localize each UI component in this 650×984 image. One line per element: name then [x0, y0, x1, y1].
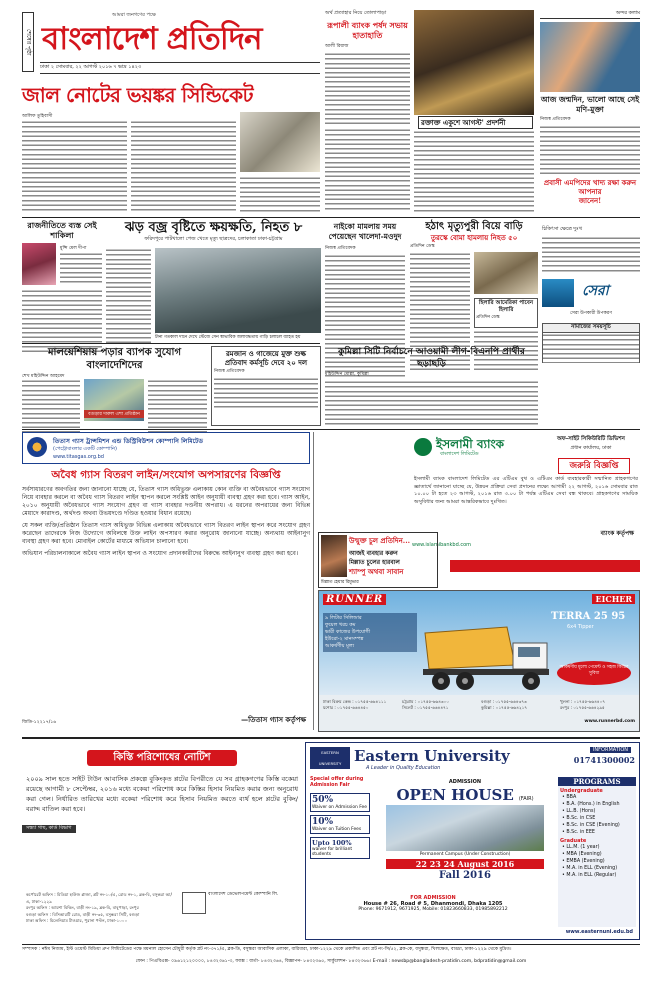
hillary-byline: প্রতিদিন ডেস্ক — [476, 315, 500, 320]
eastern-special: Special offer during Admission Fair — [310, 777, 364, 788]
side-column-subtail: জানেন! — [578, 196, 602, 205]
eastern-admission: ADMISSION — [448, 779, 482, 785]
eastern-phones: Phone: 9671912, 9671925, Mobile: 01823660833, 01985892212 — [358, 907, 508, 912]
side-column-body — [540, 125, 640, 175]
shampoo-line4: শ্যাম্পু অথবা সাবান — [349, 567, 404, 576]
ramadan-box — [211, 346, 321, 426]
islami-bank-logo-icon — [414, 438, 432, 456]
runner-features — [323, 613, 417, 652]
kisti-contact: রংপুর অফিস : আয়শা বিল্ডিং, বাড়ী নং-১৯, ব্লক-বি, বাবুপাড়া, রংপুর — [26, 905, 139, 910]
runner-logo-icon: RUNNER — [323, 594, 386, 605]
eicher-logo-icon: EICHER — [592, 594, 635, 604]
titas-notice-title: অবৈধ গ্যাস বিতরণ লাইন/সংযোগ অপসারণের বিজ্ঞপ্তি — [51, 469, 281, 481]
shampoo-line3: মিল্লাত চুলের হারবাল — [349, 559, 400, 566]
eastern-offer-pct: 50% — [312, 795, 334, 805]
comilla-story — [325, 346, 538, 426]
eastern-pg-list — [558, 844, 636, 879]
twins-photo — [540, 22, 640, 92]
runner-model: TERRA 25 95 — [551, 611, 626, 622]
wedding-photo — [474, 252, 538, 294]
wedding-subhead: তুরস্কে বোমা হামলায় নিহত ৫০ — [430, 233, 518, 242]
titas-ad — [22, 432, 310, 732]
titas-body-2: যে সকল ব্যক্তি/প্রতিষ্ঠান তিতাস গ্যাস অধিভুক্ত বিভিন্ন এলাকায় অবৈধভাবে গ্যাস বিতরণ লাইন স্থাপন করে সংযোগ গ্রহণ করেছেন তাদেরকে নিজ উদ্যোগে অবিলম্বে উক্ত লাইন অপসারণ করার অনুরোধ জানানো যাচ্ছে। অন্যথায় আইনানুগ ব্যবস্থা গ্রহণ করা হবে। মোবাইল কোর্টের মাধ্যমে অভিযান চালানো হবে। — [22, 522, 310, 545]
pharma-ad — [542, 226, 640, 356]
runner-dealer: কুমিল্লা : ০১৭৫৫-৬৬৪২১৭ — [481, 705, 528, 710]
divider-titas — [313, 432, 314, 730]
lead-byline: আলিফ তুহিবাসী — [22, 114, 53, 119]
storm-headline: ঝড় বজ্র বৃষ্টিতে ক্ষয়ক্ষতি, নিহত ৮ — [124, 220, 303, 235]
comilla-headline: কুমিল্লা সিটি নির্বাচনে আওয়ামী লীগ-বিএনপি প্রার্থীর ছড়াছড়ি — [338, 347, 525, 369]
titas-body-1: সর্বসাধারণের অবগতির জন্য জানানো যাচ্ছে যে, তিতাস গ্যাস অধিভুক্ত এলাকায় কোন ব্যক্তি বা অবৈধভাবে গ্যাস সংযোগ নিয়ে ব্যবহার করলে বা অবৈধ গ্যাস বিতরণ লাইন স্থাপন করলে সংশ্লিষ্ট আইন অনুযায়ী ব্যবস্থা গ্রহণ করা হবে। গ্যাস আইন, ২০১০ অনুযায়ী অবৈধভাবে গ্যাস সংযোগ গ্রহণ বা গ্যাস ব্যবহার দণ্ডনীয় অপরাধ। এ ধরনের অপরাধের জন্য বিভিন্ন মেয়াদে কারাদণ্ড, অর্থদণ্ড অথবা উভয়দণ্ডে দণ্ডিত হওয়ার বিধান রয়েছে। — [22, 486, 310, 517]
shampoo-ad — [318, 532, 438, 588]
pharma-brand: সেরা — [582, 283, 609, 299]
shampoo-figure — [321, 535, 347, 577]
eastern-url[interactable]: www.easternuni.edu.bd — [565, 929, 633, 935]
eastern-info-phone[interactable]: 01741300002 — [573, 755, 635, 765]
eastern-program: • BBA — [562, 795, 577, 800]
prayer-title: নামাজের সময়সূচি — [543, 324, 639, 333]
rajniti-byline: মুন্সি মেল দীপা — [60, 246, 87, 251]
shampoo-line1: উন্মুক্ত চুল প্রতিদিন... — [349, 536, 411, 545]
bdc-logo-icon — [182, 892, 206, 914]
side-column-subheadline: প্রবাসী এমপিদের খাদ্য রক্ষা করুন আপনার — [543, 178, 637, 196]
shampoo-brand: মিল্লাত হেয়ার রিমুভার — [321, 580, 359, 585]
side-column-byline: নিজস্ব প্রতিবেদক — [540, 117, 571, 122]
eastern-address-bar — [310, 895, 556, 912]
prayer-times — [542, 323, 640, 363]
side-column-label: অন্দর কলাম — [540, 10, 640, 19]
eastern-ug-label: Undergraduate — [560, 788, 603, 794]
eastern-address: House # 26, Road # 5, Dhanmondi, Dhaka 1205 — [363, 901, 503, 907]
eastern-programs — [558, 777, 636, 927]
eastern-logo-icon: EASTERN UNIVERSITY — [310, 747, 350, 769]
shakila-photo — [22, 243, 56, 285]
eastern-fair: (FAIR) — [518, 796, 534, 802]
lead-body-3 — [240, 176, 320, 212]
titas-header — [22, 432, 310, 464]
islami-bank-body: ইসলামী ব্যাংক বাংলাদেশ লিমিটেড এর এটিএম বুথ ও এটিএম কার্ড ব্যবহারকারী সম্মানিত গ্রাহকগণের জ্ঞাতার্থে জানানো যাচ্ছে যে, উন্নয়ন প্রক্রিয়া সেবা প্রদানের লক্ষ্যে আগামী ২২ আগস্ট, ২০১৬ সোমবার রাত ১০.০০ টা হতে ২৩ আগস্ট, ২০১৬ রাত ৩.০০ টা পর্যন্ত এটিএম সেবা বন্ধ থাকবে। গ্রাহকগণের সাময়িক অসুবিধার জন্য আমরা আন্তরিকভাবে দুঃখিত। — [414, 476, 638, 505]
eastern-tagline: A Leader in Quality Education — [366, 765, 441, 771]
prayer-table — [543, 333, 639, 363]
eastern-program: • MBA (Evening) — [562, 852, 602, 857]
islami-bank-sub: বাংলাদেশ লিমিটেড — [440, 451, 479, 457]
pharma-pack — [542, 277, 640, 307]
titas-signature: —তিতাস গ্যাস কর্তৃপক্ষ — [241, 716, 306, 724]
kisti-body: ২০০৯ সাল হতে সাইট টাউন আবাসিক প্রকল্পে বুকিংকৃত প্লটের বিপরীতে যে সব গ্রাহকগণের কিস্তি বকেয়া রয়েছে আগামী ৮ সেপ্টেম্বর, ২০১৬ মধ্যে বকেয়া পরিশোধ করে কিস্তির হিসাব নিয়মিত করার জন্য অনুরোধ করা গেল। নির্ধারিত তারিখের মধ্যে বকেয়া পরিশোধ করে হিসাব নিয়মিত করতে ব্যর্থ হলে প্লটের বুকিং/বরাদ্দ বাতিল করা হবে। — [26, 775, 298, 813]
islami-bank-name: ইসলামী ব্যাংক — [436, 437, 505, 451]
malaysia-ad-strip: বগুড়ার দারুল এশা প্রতিষ্ঠান — [84, 410, 144, 418]
pharma-body — [542, 236, 640, 274]
runner-feature: ৯ লিটার সিলিন্ডার — [325, 615, 362, 621]
eastern-name: Eastern University — [354, 747, 510, 765]
eastern-offer-pct: 10% — [312, 817, 334, 827]
top-story-body-2 — [325, 128, 410, 212]
eastern-program: • B.A. (Hons.) in English — [562, 802, 620, 807]
top-story-kicker: অর্থ প্রত্যাহার নিয়ে তোলাপাড়া — [325, 10, 387, 16]
top-story-headline: রূপালী ব্যাংক পর্ষদ সভায় হাতাহাতি — [327, 20, 408, 40]
kisti-contact: কর্পোরেট অফিস : মিডিয়া হাউজ প্লাজা, প্লট নং-১০/এ, রোড নং-১, ব্লক-বি, বসুন্ধরা আ/এ, ঢাকা-১২২৯ — [26, 892, 172, 904]
pharma-box — [542, 279, 574, 307]
malaysia-body-1 — [22, 379, 80, 435]
top-story — [325, 10, 410, 125]
eastern-program: • LL.B. (Hons) — [562, 809, 596, 814]
masthead-tagline: আমরা জনগণের পক্ষে — [112, 12, 156, 18]
wedding-byline: প্রতিদিন ডেস্ক — [410, 244, 435, 249]
divider-3 — [22, 429, 640, 430]
eastern-program: • B.Sc. in EEE — [562, 830, 595, 835]
runner-feature: ইউরো-২ মানসম্পন্ন — [325, 636, 364, 642]
titas-company: তিতাস গ্যাস ট্রান্সমিশন এন্ড ডিস্ট্রিবিউশন কোম্পানি লিমিটেড — [53, 438, 204, 445]
kisti-title: কিস্তি পরিশোধের নোটিশ — [87, 750, 237, 766]
eastern-offer-text: waiver for brilliant students — [312, 847, 353, 857]
islami-bank-url[interactable]: www.islamibankbd.com — [412, 542, 472, 548]
eastern-program: • LL.M. (1 year) — [562, 845, 600, 850]
ramadan-byline: নিজস্ব প্রতিবেদক — [214, 369, 245, 374]
ramadan-body — [214, 377, 318, 411]
lead-headline: জাল নোটের ভয়ঙ্কর সিন্ডিকেট — [22, 83, 254, 107]
side-column — [540, 10, 640, 222]
khaleda-headline: নাইকো মামলায় সময় পেয়েছেন খালেদা-মওদুদ — [328, 222, 402, 241]
eastern-open-house — [376, 779, 554, 889]
masthead-dateline: ঢাকা ২ সোমবার, ২২ আগস্ট ২০১৬ ৭ ভাদ্র ১৪২৩ — [40, 62, 320, 74]
shampoo-url-strip — [450, 560, 640, 572]
malaysia-body-2 — [148, 379, 207, 435]
pharma-product: চিকিৎসা ক্ষেত্রে দুঃখ — [542, 226, 582, 232]
runner-dealer: যশোর : ০১৭৫৫-৬৬৪৪৫০ — [323, 705, 369, 710]
eastern-campus: Permanent Campus (Under Construction) — [419, 852, 511, 857]
islami-url-bar — [410, 562, 450, 570]
runner-feature: আকর্ষণীয় মূল্য — [325, 643, 355, 649]
eastern-offers — [310, 777, 370, 887]
eastern-program: • B.Sc. in CSE — [562, 816, 596, 821]
runner-ad — [318, 590, 640, 732]
side-column-headline: আজ জন্মদিন, ভালো আছে সেই মণি-মুক্তা — [540, 95, 640, 114]
kisti-logo — [182, 892, 300, 924]
malaysia-byline: শেখ মহিউদ্দিন আহমেদ — [22, 374, 65, 379]
titas-logo-icon — [27, 437, 47, 457]
divider-4 — [22, 737, 640, 739]
runner-model-sub: 6x4 Tipper — [567, 624, 594, 630]
khaleda-byline: নিজস্ব প্রতিবেদক — [325, 246, 356, 251]
footer-imprint: সম্পাদক : নঈম নিজাম, ইস্ট ওয়েস্ট মিডিয়া গ্রুপ লিমিটেডের পক্ষে ময়নাল হোসেন চৌধুরী কর্তৃক প্লট নং-৩৭১/এ, ব্লক-ডি, বসুন্ধরা আবাসিক এলাকা, বারিধারা, ঢাকা-১২২৯ থেকে প্রকাশিত এবং প্লট নং-সি/৫২, ব্লক-কে, বসুন্ধরা, খিলক্ষেত, বাড্ডা, ঢাকা-১২২৯ থেকে মুদ্রিত। — [22, 947, 512, 952]
storm-body-1 — [106, 248, 151, 343]
eastern-address-label: FOR ADMISSION — [410, 895, 456, 901]
islami-bank-ad — [410, 432, 640, 572]
titas-company-sub: (পেট্রোবাংলার একটি কোম্পানি) — [53, 446, 117, 452]
eastern-open-house-title: OPEN HOUSE — [396, 786, 514, 804]
comilla-byline: মহিউদ্দিন মোল্লা, কুমিল্লা — [325, 372, 369, 377]
ramadan-headline: রমজান ও গাজেয়ে মুক্ত শুল্ক প্রতিবাদ কর্মসূচি দেবে ২০ দল — [224, 349, 308, 367]
truck-icon — [415, 621, 555, 697]
kisti-contact: বগুড়া অফিস : বিসিআরটি রোড, বাড়ী নং-৩৫, বসুন্ধরা সিটি, বগুড়া — [26, 911, 140, 917]
runner-dealer: বগুড়া : ০১৭৫৫-৬৬৪৩৭৩ — [481, 699, 527, 704]
eastern-offer — [310, 837, 370, 859]
titas-ref: জিডি-১২২১৭/১৬ — [22, 720, 57, 725]
eastern-offer-pct: Upto 100% — [312, 839, 352, 847]
wedding-headline: হঠাৎ মৃত্যুপুরী বিয়ে বাড়ি — [425, 221, 523, 232]
comilla-body — [325, 380, 538, 426]
eastern-term: Fall 2016 — [439, 870, 491, 881]
eastern-campus-photo — [386, 805, 544, 851]
exhibition-photo — [414, 10, 534, 115]
lead-body-2 — [131, 120, 236, 212]
eastern-ad — [305, 742, 640, 940]
eastern-offer — [310, 815, 370, 834]
eastern-offer-text: Waiver on Tuition Fees — [312, 827, 362, 832]
kisti-logo-text: বাংলাদেশ ডেভেলপমেন্ট কোম্পানি লি. — [208, 892, 279, 897]
kisti-notice — [22, 742, 302, 940]
islami-bank-office: প্রধান কার্যালয়, ঢাকা — [570, 445, 612, 451]
eastern-program: • EMBA (Evening) — [562, 859, 605, 864]
exhibition-caption: রক্তাক্ত একুশে আগস্ট' প্রদর্শনী — [418, 116, 533, 129]
rajniti-body — [60, 252, 102, 286]
storm-subhead: ফরিদপুরে পাটখালো পেজ খেতে মৃত্যু ছাত্রদের, চলাকাতা ঢাকা-চট্টগ্রাম — [144, 236, 283, 242]
runner-badge: আকর্ষণীয় মূল্যে পেমেন্ট ও সহজ কিস্তির সুবিধা — [557, 661, 631, 685]
kisti-signature: সন্ধ্যা গাছ, কার্ড বিভাগ — [22, 825, 76, 833]
rajniti-headline: রাজনীতিতে ব্যস্ত সেই শাকিলা — [27, 220, 97, 240]
divider-2 — [22, 343, 320, 344]
top-story-body — [325, 52, 410, 124]
masthead-title: বাংলাদেশ প্রতিদিন — [42, 21, 262, 57]
eastern-offer — [310, 793, 370, 812]
storm-photo-caption: টানা গতকাল দানে দেখে স্টেজে সেন স্বাভাবিক জলাবদ্ধতায় গাড়ি চলাচল ব্যাহত হয় — [155, 335, 301, 340]
pharma-slogan: সেরা উপকারী উপকরণ — [570, 311, 612, 316]
runner-dealer: খুলনা : ০১৭৫৫-৬৬৪৪০৭ — [560, 699, 606, 704]
shampoo-line2: আজই ব্যবহার করুন — [349, 550, 398, 557]
eastern-dates: 22 23 24 August 2016 — [386, 859, 544, 869]
islami-bank-signature: ব্যাংক কর্তৃপক্ষ — [600, 530, 634, 537]
runner-dealer: রংপুর : ০১৭৫৫-৬৬৪২৯৫ — [560, 705, 605, 710]
side-label: শেষের পৃষ্ঠা — [22, 12, 34, 72]
runner-dealers — [323, 699, 637, 711]
hillary-title: হিলারি আমেরিকা পাবেন হিলারি — [478, 300, 534, 313]
eastern-ug-list — [558, 794, 636, 836]
titas-url[interactable]: www.titasgas.org.bd — [53, 454, 104, 460]
eastern-program: • B.Sc. in CSE (Evening) — [562, 823, 620, 828]
eastern-offer-text: Waiver on Admission Fee — [312, 805, 367, 810]
top-story-byline: আলী রিয়াজ — [325, 44, 349, 49]
footer-contact: ফোন : পিএবিএক্স- ০৯৬১২১২০০০০, ৮৪৩২৩৬১-৩, ফ্যাক্স : বার্তা- ৮৪৩২৩৬৪, বিজ্ঞাপন- ৮৪৩২৩৬৫, সার্কুলেশন- ৮৪৩২৩৬৬। E-mail : newsbp@bangladesh-pratidin.com, bdpratidin@gmail.com — [135, 959, 527, 964]
eastern-info-label: INFORMATION — [590, 747, 631, 753]
runner-feature: ভারী কাজের উপযোগী — [325, 629, 371, 635]
exhibition-body — [414, 130, 534, 212]
islami-bank-notice-title: জরুরি বিজ্ঞপ্তি — [558, 458, 630, 474]
runner-url[interactable]: www.runnerbd.com — [584, 719, 635, 724]
runner-dealer: ঢাকা বিক্রয় কেন্দ্র : ০১৭৫৫-৬৬৪১১১ — [323, 699, 387, 704]
runner-dealer: সিলেট : ০১৭৫৫-৬৬৪৪৭১ — [402, 705, 449, 710]
runner-dealer: চট্টগ্রাম : ০১৭৫৫-৬৬৪৩০০ — [402, 699, 450, 704]
storm-photo — [155, 248, 321, 333]
fake-notes-photo — [240, 112, 320, 172]
titas-body-3: অভিযান পরিচালনাকালে অবৈধ গ্যাস লাইন স্থাপন ও সংযোগ প্রদানকারীদের বিরুদ্ধে আইনানুগ ব্যবস্থা গ্রহণ করা হবে। — [22, 550, 298, 557]
eastern-program: • M.A. in ELL (Evening) — [562, 866, 618, 871]
kisti-contact: ঢাকা অফিস : মিলেনিয়াম টাওয়ার, পুরানা পল্টন, ঢাকা-১০০০ — [26, 918, 128, 923]
kisti-contacts — [26, 892, 176, 925]
lead-body-1 — [22, 120, 127, 212]
islami-bank-division: অফ-সাইট সিকিউরিটি ডিভিশন — [557, 436, 625, 442]
eastern-program: • M.A. in ELL (Regular) — [562, 873, 617, 878]
hillary-inset — [474, 298, 538, 328]
runner-feature: ফুয়েল খরচ কম — [325, 622, 356, 628]
footer-rule — [22, 944, 640, 945]
malaysia-headline: মালয়েশিয়ায় পড়ার ব্যাপক সুযোগ বাংলাদেশিদের — [47, 347, 182, 371]
eastern-pg-label: Graduate — [560, 838, 587, 844]
eastern-programs-title: PROGRAMS — [558, 777, 636, 786]
divider-1 — [22, 217, 640, 218]
